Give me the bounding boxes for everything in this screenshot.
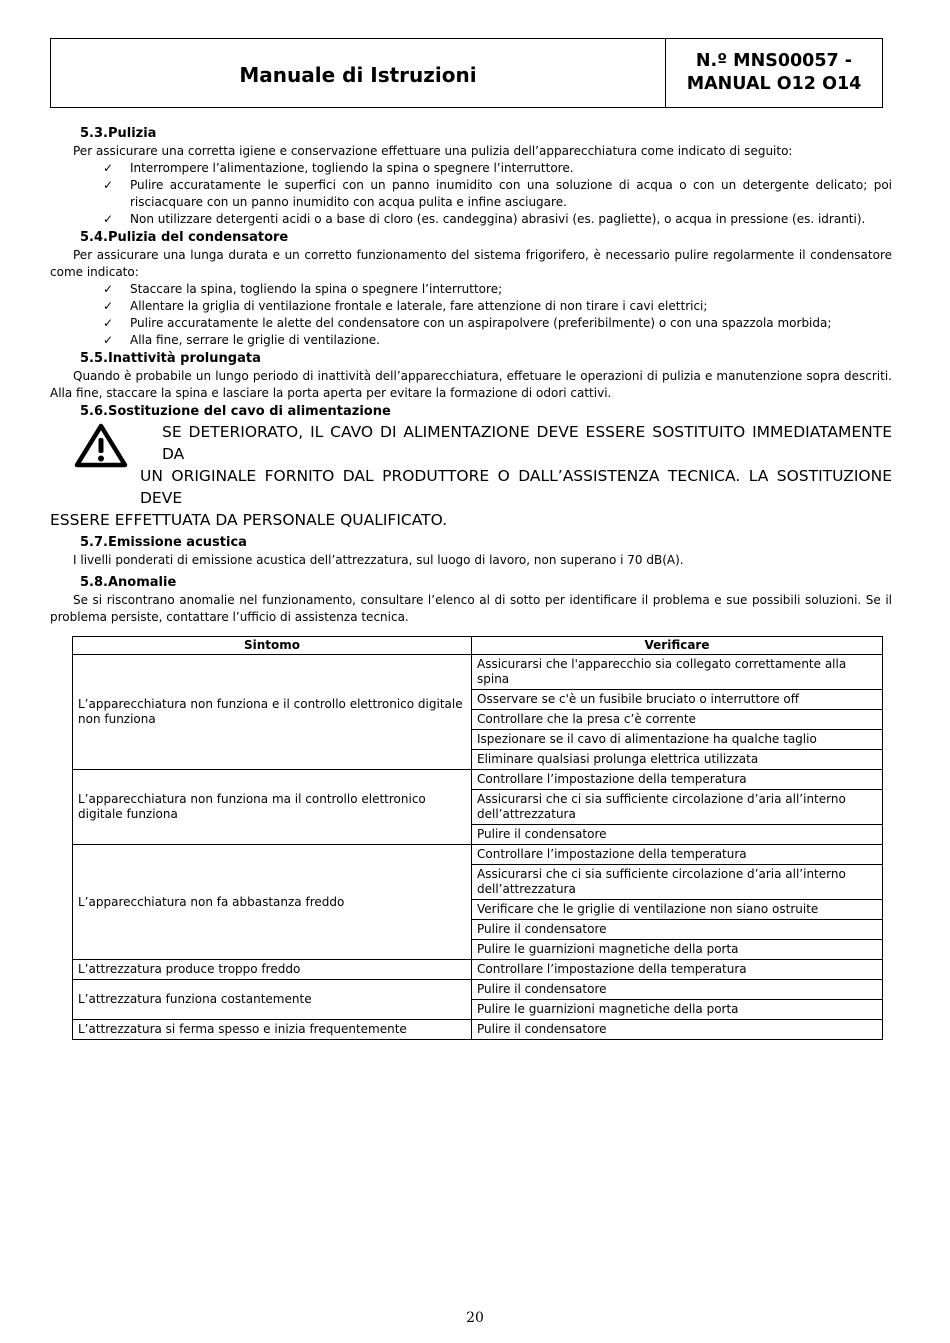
check-cell: Pulire il condensatore <box>472 920 883 940</box>
table-header-row <box>73 637 883 655</box>
document-code-line2: MANUAL O12 O14 <box>686 74 862 94</box>
list-item: ✓ Allentare la griglia di ventilazione frontale e laterale, fare attenzione di non tirare i cavi elettrici; <box>103 299 708 313</box>
table-row <box>73 770 883 790</box>
check-cell: Pulire il condensatore <box>472 1020 883 1040</box>
list-item: ✓ Pulire accuratamente le alette del condensatore con un aspirapolvere (preferibilmente) o con una spazzola morbida; <box>103 316 832 330</box>
page-number: 20 <box>466 1310 484 1326</box>
table-row <box>73 960 883 980</box>
checkmark-icon: ✓ <box>103 316 114 330</box>
check-cell: Pulire le guarnizioni magnetiche della porta <box>472 940 883 960</box>
section-intro-pulizia: Per assicurare una corretta igiene e conservazione effettuare una pulizia dell’apparecchiatura come indicato di seguito: <box>73 144 793 158</box>
checkmark-icon: ✓ <box>103 282 114 296</box>
check-cell: Pulire il condensatore <box>472 825 883 845</box>
section-title-anomalie: 5.8.Anomalie <box>80 575 177 590</box>
document-header <box>50 38 883 108</box>
checkmark-icon: ✓ <box>103 333 114 347</box>
section-text-acustica: I livelli ponderati di emissione acustica dell’attrezzatura, sul luogo di lavoro, non superano i 70 dB(A). <box>73 553 684 567</box>
check-cell: Eliminare qualsiasi prolunga elettrica utilizzata <box>472 750 883 770</box>
warning-line-3: ESSERE EFFETTUATA DA PERSONALE QUALIFICATO. <box>50 511 448 529</box>
section-intro-condensatore: Per assicurare una lunga durata e un corretto funzionamento del sistema frigorifero, è necessario pulire regolarmente il condensatore come indicato: <box>50 248 892 279</box>
check-cell: Osservare se c'è un fusibile bruciato o interruttore off <box>472 690 883 710</box>
page-content <box>50 124 892 1040</box>
warning-block <box>50 421 892 531</box>
check-cell: Ispezionare se il cavo di alimentazione ha qualche taglio <box>472 730 883 750</box>
anomalie-table <box>72 636 883 1040</box>
section-title-cavo: 5.6.Sostituzione del cavo di alimentazione <box>80 404 391 419</box>
warning-line-2: UN ORIGINALE FORNITO DAL PRODUTTORE O DALL’ASSISTENZA TECNICA. LA SOSTITUZIONE DEVE <box>140 467 892 507</box>
list-item: ✓ Non utilizzare detergenti acidi o a base di cloro (es. candeggina) abrasivi (es. pagliette), o acqua in pressione (es. idranti). <box>103 212 866 226</box>
list-item: ✓ Staccare la spina, togliendo la spina o spegnere l’interruttore; <box>103 282 503 296</box>
column-header-verificare: Verificare <box>472 637 883 655</box>
symptom-cell: L’attrezzatura produce troppo freddo <box>73 960 472 980</box>
check-cell: Controllare l’impostazione della temperatura <box>472 845 883 865</box>
section-text-anomalie: Se si riscontrano anomalie nel funzionamento, consultare l’elenco al di sotto per identificare il problema e sue possibili soluzioni. Se il problema persiste, contattare l’ufficio di assistenza tecnica. <box>50 593 892 624</box>
check-cell: Pulire le guarnizioni magnetiche della porta <box>472 1000 883 1020</box>
symptom-cell: L’attrezzatura funziona costantemente <box>73 980 472 1020</box>
symptom-cell: L’apparecchiatura non funziona e il controllo elettronico digitale non funziona <box>73 655 472 770</box>
condensatore-list <box>50 281 892 349</box>
symptom-cell: L’attrezzatura si ferma spesso e inizia frequentemente <box>73 1020 472 1040</box>
column-header-sintomo: Sintomo <box>73 637 472 655</box>
section-title-inattivita: 5.5.Inattività prolungata <box>80 351 261 366</box>
section-text-inattivita: Quando è probabile un lungo periodo di inattività dell’apparecchiatura, effetuare le operazioni di pulizia e manutenzione sopra descriti. Alla fine, staccare la spina e lasciare la porta aperta per evitare la formazione di odori cattivi. <box>50 369 892 400</box>
list-item: ✓ Interrompere l’alimentazione, togliendo la spina o spegnere l’interruttore. <box>103 161 574 175</box>
warning-line-1: SE DETERIORATO, IL CAVO DI ALIMENTAZIONE DEVE ESSERE SOSTITUITO IMMEDIATAMENTE DA <box>162 423 892 463</box>
document-title: Manuale di Istruzioni <box>51 39 666 107</box>
table-row <box>73 655 883 690</box>
symptom-cell: L’apparecchiatura non fa abbastanza freddo <box>73 845 472 960</box>
section-title-acustica: 5.7.Emissione acustica <box>80 535 247 550</box>
document-code-line1: N.º MNS00057 - <box>695 51 853 71</box>
list-item: ✓ Pulire accuratamente le superfici con un panno inumidito con una soluzione di acqua o con un detergente delicato; poi risciacquare con un panno inumidito con acqua pulita e infine asciugare. <box>103 178 892 209</box>
check-cell: Pulire il condensatore <box>472 980 883 1000</box>
check-cell: Controllare l’impostazione della temperatura <box>472 960 883 980</box>
check-cell: Controllare l’impostazione della temperatura <box>472 770 883 790</box>
section-title-condensatore: 5.4.Pulizia del condensatore <box>80 230 289 245</box>
table-row <box>73 980 883 1000</box>
check-cell: Assicurarsi che ci sia sufficiente circolazione d’aria all’interno dell’attrezzatura <box>472 865 883 900</box>
checkmark-icon: ✓ <box>103 178 114 192</box>
check-cell: Assicurarsi che ci sia sufficiente circolazione d’aria all’interno dell’attrezzatura <box>472 790 883 825</box>
check-cell: Assicurarsi che l'apparecchio sia collegato correttamente alla spina <box>472 655 883 690</box>
table-row <box>73 845 883 865</box>
document-code <box>666 39 882 107</box>
list-item: ✓ Alla fine, serrare le griglie di ventilazione. <box>103 333 380 347</box>
checkmark-icon: ✓ <box>103 212 114 226</box>
check-cell: Verificare che le griglie di ventilazione non siano ostruite <box>472 900 883 920</box>
checkmark-icon: ✓ <box>103 299 114 313</box>
checkmark-icon: ✓ <box>103 161 114 175</box>
table-row <box>73 1020 883 1040</box>
symptom-cell: L’apparecchiatura non funziona ma il controllo elettronico digitale funziona <box>73 770 472 845</box>
check-cell: Controllare che la presa c’è corrente <box>472 710 883 730</box>
pulizia-list <box>50 160 892 228</box>
warning-triangle-icon <box>74 423 128 469</box>
section-title-pulizia: 5.3.Pulizia <box>80 126 157 141</box>
